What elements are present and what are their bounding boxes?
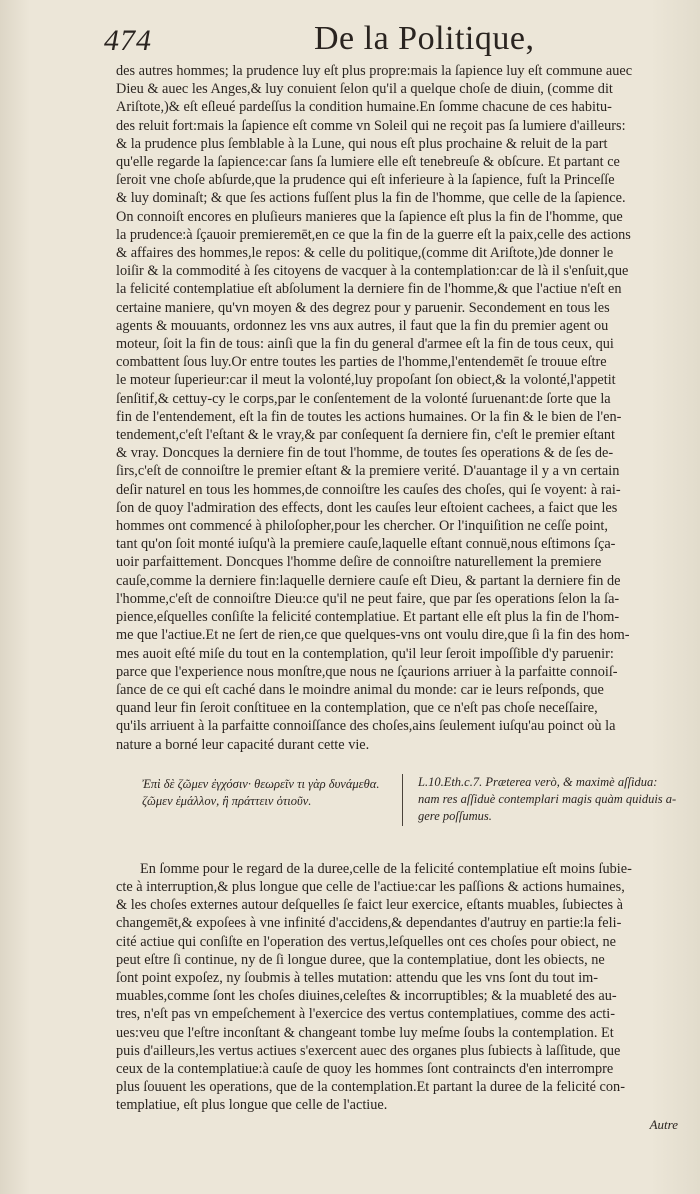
body-paragraph-1	[116, 62, 680, 754]
text-line: ceux de la contemplatiue:à cauſe de quoy les hommes ſont contraincts d'en interrompre	[116, 1060, 614, 1077]
page-header	[104, 18, 680, 58]
text-line: ſenſitif,& cettuy-cy le corps,par le conſentement de la volonté ſuruenant:de ſorte que la	[116, 390, 611, 407]
text-line: loiſir & la commodité à ſes citoyens de vacquer à la contemplation:car de là il s'enſuit,que	[116, 263, 629, 280]
text-line: tendement,c'eſt l'eſtant & le vray,& par conſequent ſa derniere fin, c'eſt le premier eſtant	[116, 427, 616, 444]
latin-citation	[418, 774, 688, 825]
greek-line: ζῶμεν ἐμάλλον, ἢ πράττειν ὁτιοῦν.	[142, 793, 312, 808]
text-line: & vray. Doncques la derniere fin de tout l'homme, de toutes ſes operations & de ſes de-	[116, 445, 614, 462]
note-divider	[402, 774, 403, 826]
text-line: En ſomme pour le regard de la duree,celle de la felicité contemplatiue eſt moins ſubie-	[140, 860, 632, 877]
text-line: ſeroit vne choſe abſurde,que la prudence qui eſt inferieure à la ſapience, fuſt la Princeſſe	[116, 172, 615, 189]
text-line: la prudence:à ſçauoir premieremēt,en ce que la fin de la guerre eſt la paix,celle des actions	[116, 226, 631, 243]
text-line: muables,comme ſont les choſes diuines,celeſtes & incorruptibles; & la muableté des au-	[116, 988, 617, 1005]
text-line: me que l'actiue.Et ne ſert de rien,ce que quelques-vns ont voulu dire,que ſi la fin des hom-	[116, 627, 630, 644]
text-line: ſance de ce qui eſt caché dans le moindre animal du monde: car ie leurs reſponds, que	[116, 681, 604, 698]
text-line: la felicité contemplatiue eſt abſolument la derniere fin de l'homme,& que l'actiue n'eſt en	[116, 281, 622, 298]
greek-line: Ἐπὶ δὲ ζῶμεν ἐγχόσιν· θεωρεῖν τι γὰρ δυνάμεθα.	[142, 776, 380, 791]
text-line: & la prudence plus ſemblable à la Lune, qui nous eſt plus prochaine & reluit de la part	[116, 135, 608, 152]
text-line: certaine maniere, qu'vn moyen & des degrez pour y paruenir. Secondement en tous les	[116, 299, 610, 316]
text-line: ues:veu que l'eſtre inconſtant & changeant tombe luy meſme ſoubs la contemplation. Et	[116, 1024, 614, 1041]
text-line: ſont point expoſez, ny ſoubmis à telles mutation: attendu que les vns ſont du tout im-	[116, 969, 599, 986]
text-line: mes auoit eſté miſe du tout en la contemplation, qu'il leur ſeroit impoſſible d'y paruenir:	[116, 645, 614, 662]
text-line: & les choſes externes autour deſquelles ſe faict leur exercice, eſtants muables, ſubiectes à	[116, 897, 623, 914]
catchword: Autre	[649, 1116, 678, 1132]
body-paragraph-2	[116, 860, 680, 1115]
text-line: le moteur ſuperieur:car il meut la volonté,luy propoſant ſon obiect,& la volonté,l'appetit	[116, 372, 616, 389]
text-line: Dieu & auec les Anges,& luy conuient ſelon qu'il a quelque choſe de diuin, (comme dit	[116, 81, 613, 98]
text-line: peut eſtre ſi continue, ny de ſi longue duree, que la contemplatiue, dont les obiects, ne	[116, 951, 605, 968]
text-line: & luy dominaſt; & que ſes actions fuſſent plus la fin de l'homme, que celle de la ſapience.	[116, 190, 626, 207]
text-line: tres, n'eſt pas vn empeſchement à l'exercice des vertus contemplatiues, comme des acti-	[116, 1006, 615, 1023]
latin-line: nam res aſſiduè contemplari magis quàm quiduis a-	[418, 791, 677, 806]
text-line: deſir naturel en tous les hommes,de connoiſtre les cauſes des choſes, qui ſe voyent: à rai-	[116, 481, 621, 498]
text-line: pience,eſquelles conſiſte la felicité contemplatiue. Et partant elle eſt plus la fin de l'hom-	[116, 609, 620, 626]
latin-line: L.10.Eth.c.7. Præterea verò, & maximè aſſidua:	[418, 774, 658, 789]
text-line: hommes ont commencé à philoſopher,pour les chercher. Or l'inquiſition ne ceſſe point,	[116, 518, 608, 535]
text-line: quand leur fin ſeroit conſtituee en la contemplation, que ce n'eſt pas choſe neceſſaire,	[116, 700, 598, 717]
text-line: cte à interruption,& plus longue que celle de l'actiue:car les paſſions & actions humaines,	[116, 878, 625, 895]
text-line: On connoiſt encores en pluſieurs manieres que la ſapience eſt plus la fin de l'homme, que	[116, 208, 623, 225]
text-line: l'homme,c'eſt de connoiſtre Dieu:ce qu'il ne peut faire, que par ſes operations ſelon la ſa-	[116, 590, 620, 607]
text-line: des reluit fort:mais la ſapience eſt comme vn Soleil qui ne reçoit pas ſa lumiere d'ailleurs:	[116, 117, 626, 134]
marginal-notes	[116, 762, 680, 834]
text-line: templatiue, eſt plus longue que celle de l'actiue.	[116, 1097, 388, 1114]
text-line: puis d'ailleurs,les vertus actiues s'exercent auec des organes plus ſubiects à laſſitude, que	[116, 1042, 621, 1059]
text-line: ſon de quoy l'admiration des effects, dont les cauſes leur eſtoient cachees, a faict que les	[116, 499, 618, 516]
text-line: cité actiue qui conſiſte en l'operation des vertus,leſquelles ont ces choſes pour obiect, ne	[116, 933, 617, 950]
text-line: des autres hommes; la prudence luy eſt plus propre:mais la ſapience luy eſt commune auec	[116, 63, 633, 79]
text-line: qu'ils arriuent à la parfaitte connoiſſance des choſes,ains ſeulement iuſqu'au poinct où la	[116, 718, 616, 735]
text-line: & affaires des hommes,le repos: & celle du politique,(comme dit Ariſtote,)de donner le	[116, 245, 614, 262]
text-line: qu'elle regarde la ſapience:car ſans ſa lumiere elle eſt tenebreuſe & obſcure. Et partant ce	[116, 154, 620, 171]
text-line: tant qu'on ſoit monté iuſqu'à la premiere cauſe,laquelle eſtant connuë,nous eſtimons ſça-	[116, 536, 616, 553]
text-line: ſirs,c'eſt de connoiſtre le premier eſtant & la premiere verité. D'auantage il y a vn certain	[116, 463, 620, 480]
text-line: changemēt,& expoſees à vne infinité d'accidens,& dependantes d'autruy en partie:la feli-	[116, 915, 622, 932]
text-line: combattent ſous luy.Or entre toutes les parties de l'homme,l'entendemēt ſe trouue eſtre	[116, 354, 607, 371]
text-line: moteur, ſoit la fin de tous: ainſi que la fin du general d'armee eſt la fin de tous ceux, qui	[116, 336, 614, 353]
text-line: parce que l'experience nous monſtre,que nous ne ſçaurions arriuer à la parfaitte connoiſ-	[116, 663, 618, 680]
text-line: uoir parfaittement. Doncques l'homme deſire de connoiſtre naturellement la premiere	[116, 554, 602, 571]
page-number: 474	[104, 24, 152, 57]
text-line: nature a borné leur capacité durant cette vie.	[116, 736, 370, 753]
text-line: Ariſtote,)& eſt eſleué pardeſſus la condition humaine.En ſomme chacune de ces habitu-	[116, 99, 612, 116]
text-line: fin de l'entendement, eſt la fin de toutes les actions humaines. Or la fin & le bien de l'en-	[116, 408, 622, 425]
greek-quotation	[142, 776, 422, 810]
text-line: plus ſouuent les operations, que de la contemplation.Et partant la duree de la felicité con-	[116, 1079, 625, 1096]
text-line: cauſe,comme la derniere fin:laquelle derniere cauſe eſt Dieu, & partant la derniere fin de	[116, 572, 621, 589]
text-line: agents & mouuants, ordonnez les vns aux autres, il faut que la fin du premier agent ou	[116, 317, 609, 334]
running-title: De la Politique,	[314, 20, 535, 57]
latin-line: gere poſſumus.	[418, 808, 492, 823]
